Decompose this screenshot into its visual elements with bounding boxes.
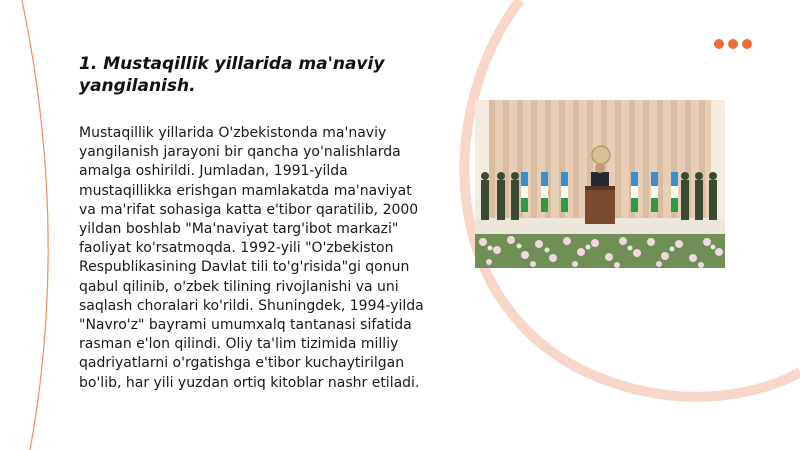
- slide-body-text: Mustaqillik yillarida O'zbekistonda ma'naviy yangilanish jarayoni bir qancha yo'nalishlarda amalga oshirildi. Jumladan, 1991-yilda mustaqillikka erishgan mamlakatda ma'naviyat va ma'rifat sohasiga katta e'tibor qaratilib, 2000 yildan boshlab "Ma'naviyat targ'ibot markazi" faoliyat ko'rsatmoqda. 1992-yili "O'zbekiston Respublikasining Davlat tili to'g'risida"gi qonun qabul qilinib, o'zbek tilining rivojlanishi va uni saqlash choralari ko'rildi. Shuningdek, 1994-yilda "Navro'z" bayrami umumxalq tantanasi sifatida rasman e'lon qilindi. Oliy ta'lim tizimida milliy qadriyatlarni o'rgatishga e'tibor kuchaytirilgan bo'lib, har yili yuzdan ortiq kitoblar nashr etiladi.: [79, 125, 424, 391]
- dot-icon: [714, 39, 724, 49]
- dot-icon: [742, 39, 752, 49]
- ceremony-photo: [475, 100, 725, 268]
- dot-icon: [728, 39, 738, 49]
- menu-dots: [714, 39, 752, 49]
- ceremony-photo-icon: [475, 100, 725, 268]
- slide-title: 1. Mustaqillik yillarida ma'naviy yangilanish.: [79, 54, 385, 96]
- left-arc: [22, 0, 48, 450]
